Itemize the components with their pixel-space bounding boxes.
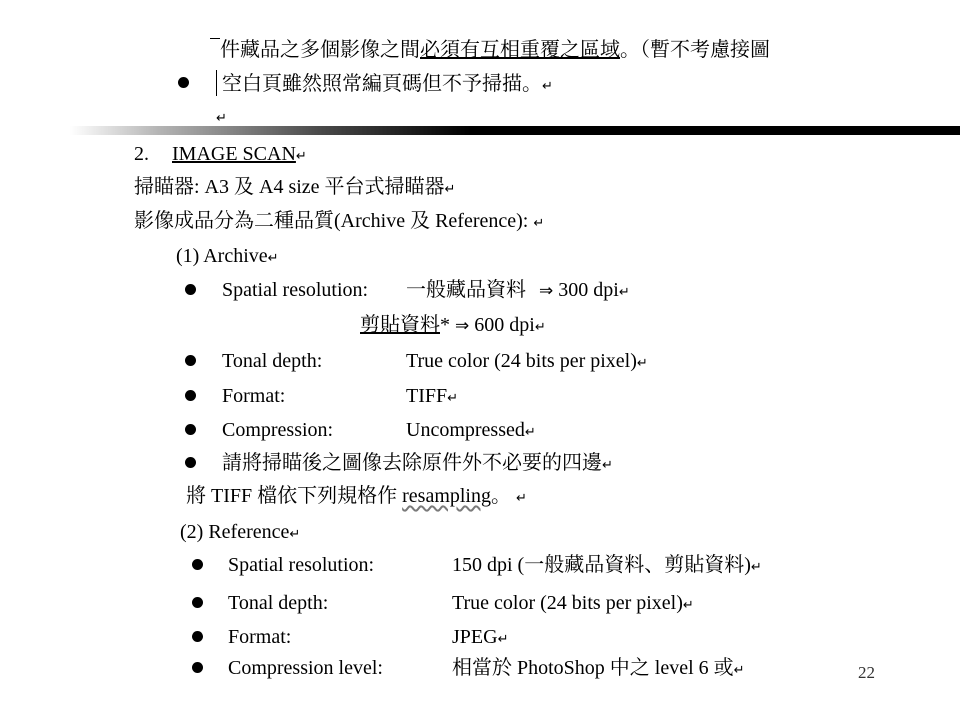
- bullet-icon: [185, 284, 196, 295]
- archive-tonal-value: True color (24 bits per pixel)↵: [406, 350, 648, 372]
- paragraph-mark-icon: ↵: [733, 663, 745, 678]
- top-line-2: 空白頁雖然照常編頁碼但不予掃描。↵: [222, 73, 553, 95]
- reference-heading: (2) Reference↵: [180, 521, 301, 543]
- bullet-icon: [185, 457, 196, 468]
- archive-tonal-label: Tonal depth:: [222, 350, 323, 372]
- reference-spatial-value: 150 dpi (一般藏品資料、剪貼資料)↵: [452, 554, 762, 576]
- reference-tonal-label: Tonal depth:: [228, 592, 329, 614]
- right-arrow-icon: ⇒: [455, 316, 470, 336]
- top-line-1-prefix: 件藏品之多個影像之間: [220, 39, 420, 61]
- paragraph-mark-icon: ↵: [516, 491, 527, 506]
- archive-compression-value: Uncompressed↵: [406, 419, 536, 441]
- archive-compression-label: Compression:: [222, 419, 334, 441]
- bullet-icon: [185, 424, 196, 435]
- paragraph-mark-icon: ↵: [524, 425, 536, 440]
- archive-spatial-clip: 剪貼資料* ⇒ 600 dpi↵: [360, 314, 546, 336]
- top-line-1-underlined: 必須有互相重覆之區域: [420, 39, 620, 61]
- paragraph-mark-icon: ↵: [618, 285, 630, 300]
- paragraph-mark-icon: ↵: [533, 216, 545, 231]
- paragraph-mark-icon: ↵: [216, 111, 227, 126]
- reference-compression-value: 相當於 PhotoShop 中之 level 6 或↵: [452, 657, 745, 679]
- bullet-icon: [185, 355, 196, 366]
- paragraph-mark-icon: ↵: [602, 458, 613, 473]
- bullet-icon: [192, 559, 203, 570]
- slide-divider: [70, 126, 960, 135]
- archive-format-label: Format:: [222, 385, 286, 407]
- top-line-1: [220, 38, 770, 62]
- paragraph-mark-icon: ↵: [750, 560, 762, 575]
- paragraph-mark-icon: ↵: [542, 79, 553, 94]
- resample-line: 將 TIFF 檔依下列規格作 resampling。 ↵: [186, 485, 527, 507]
- bullet-icon: [185, 390, 196, 401]
- archive-crop-note: 請將掃瞄後之圖像去除原件外不必要的四邊↵: [222, 452, 613, 474]
- scanner-line: 掃瞄器: A3 及 A4 size 平台式掃瞄器↵: [134, 176, 456, 198]
- page-number: 22: [858, 663, 875, 682]
- paragraph-mark-icon: ↵: [534, 320, 546, 335]
- paragraph-mark-icon: ↵: [497, 632, 509, 647]
- paragraph-mark-icon: ↵: [289, 527, 301, 542]
- archive-format-value: TIFF↵: [406, 385, 459, 407]
- paragraph-mark-icon: ↵: [636, 356, 648, 371]
- text-cursor: [216, 70, 217, 96]
- paragraph-mark-icon: ↵: [444, 182, 456, 197]
- text-fragment-tick: [210, 38, 220, 39]
- paragraph-mark-icon: ↵: [447, 391, 459, 406]
- reference-compression-label: Compression level:: [228, 657, 383, 679]
- paragraph-mark-icon: ↵: [267, 251, 279, 266]
- reference-spatial-label: Spatial resolution:: [228, 554, 375, 576]
- quality-line: 影像成品分為二種品質(Archive 及 Reference): ↵: [134, 210, 545, 232]
- right-arrow-icon: ⇒: [539, 281, 554, 301]
- reference-format-value: JPEG↵: [452, 626, 509, 648]
- bullet-icon: [192, 631, 203, 642]
- archive-spatial-label: Spatial resolution:: [222, 279, 369, 301]
- bullet-icon: [192, 662, 203, 673]
- reference-tonal-value: True color (24 bits per pixel)↵: [452, 592, 694, 614]
- archive-heading: (1) Archive↵: [176, 245, 279, 267]
- section-number: 2.: [134, 143, 149, 165]
- archive-spatial-general: 一般藏品資料 ⇒ 300 dpi↵: [406, 279, 630, 301]
- paragraph-mark-icon: ↵: [682, 598, 694, 613]
- bullet-icon: [178, 77, 189, 88]
- section-title: IMAGE SCAN: [172, 143, 296, 165]
- top-line-1-suffix: 。（暫不考慮接圖: [620, 39, 770, 61]
- spellcheck-word: resampling: [402, 485, 491, 507]
- reference-format-label: Format:: [228, 626, 292, 648]
- section-heading: [134, 142, 307, 169]
- paragraph-mark-icon: ↵: [295, 149, 307, 164]
- bullet-icon: [192, 597, 203, 608]
